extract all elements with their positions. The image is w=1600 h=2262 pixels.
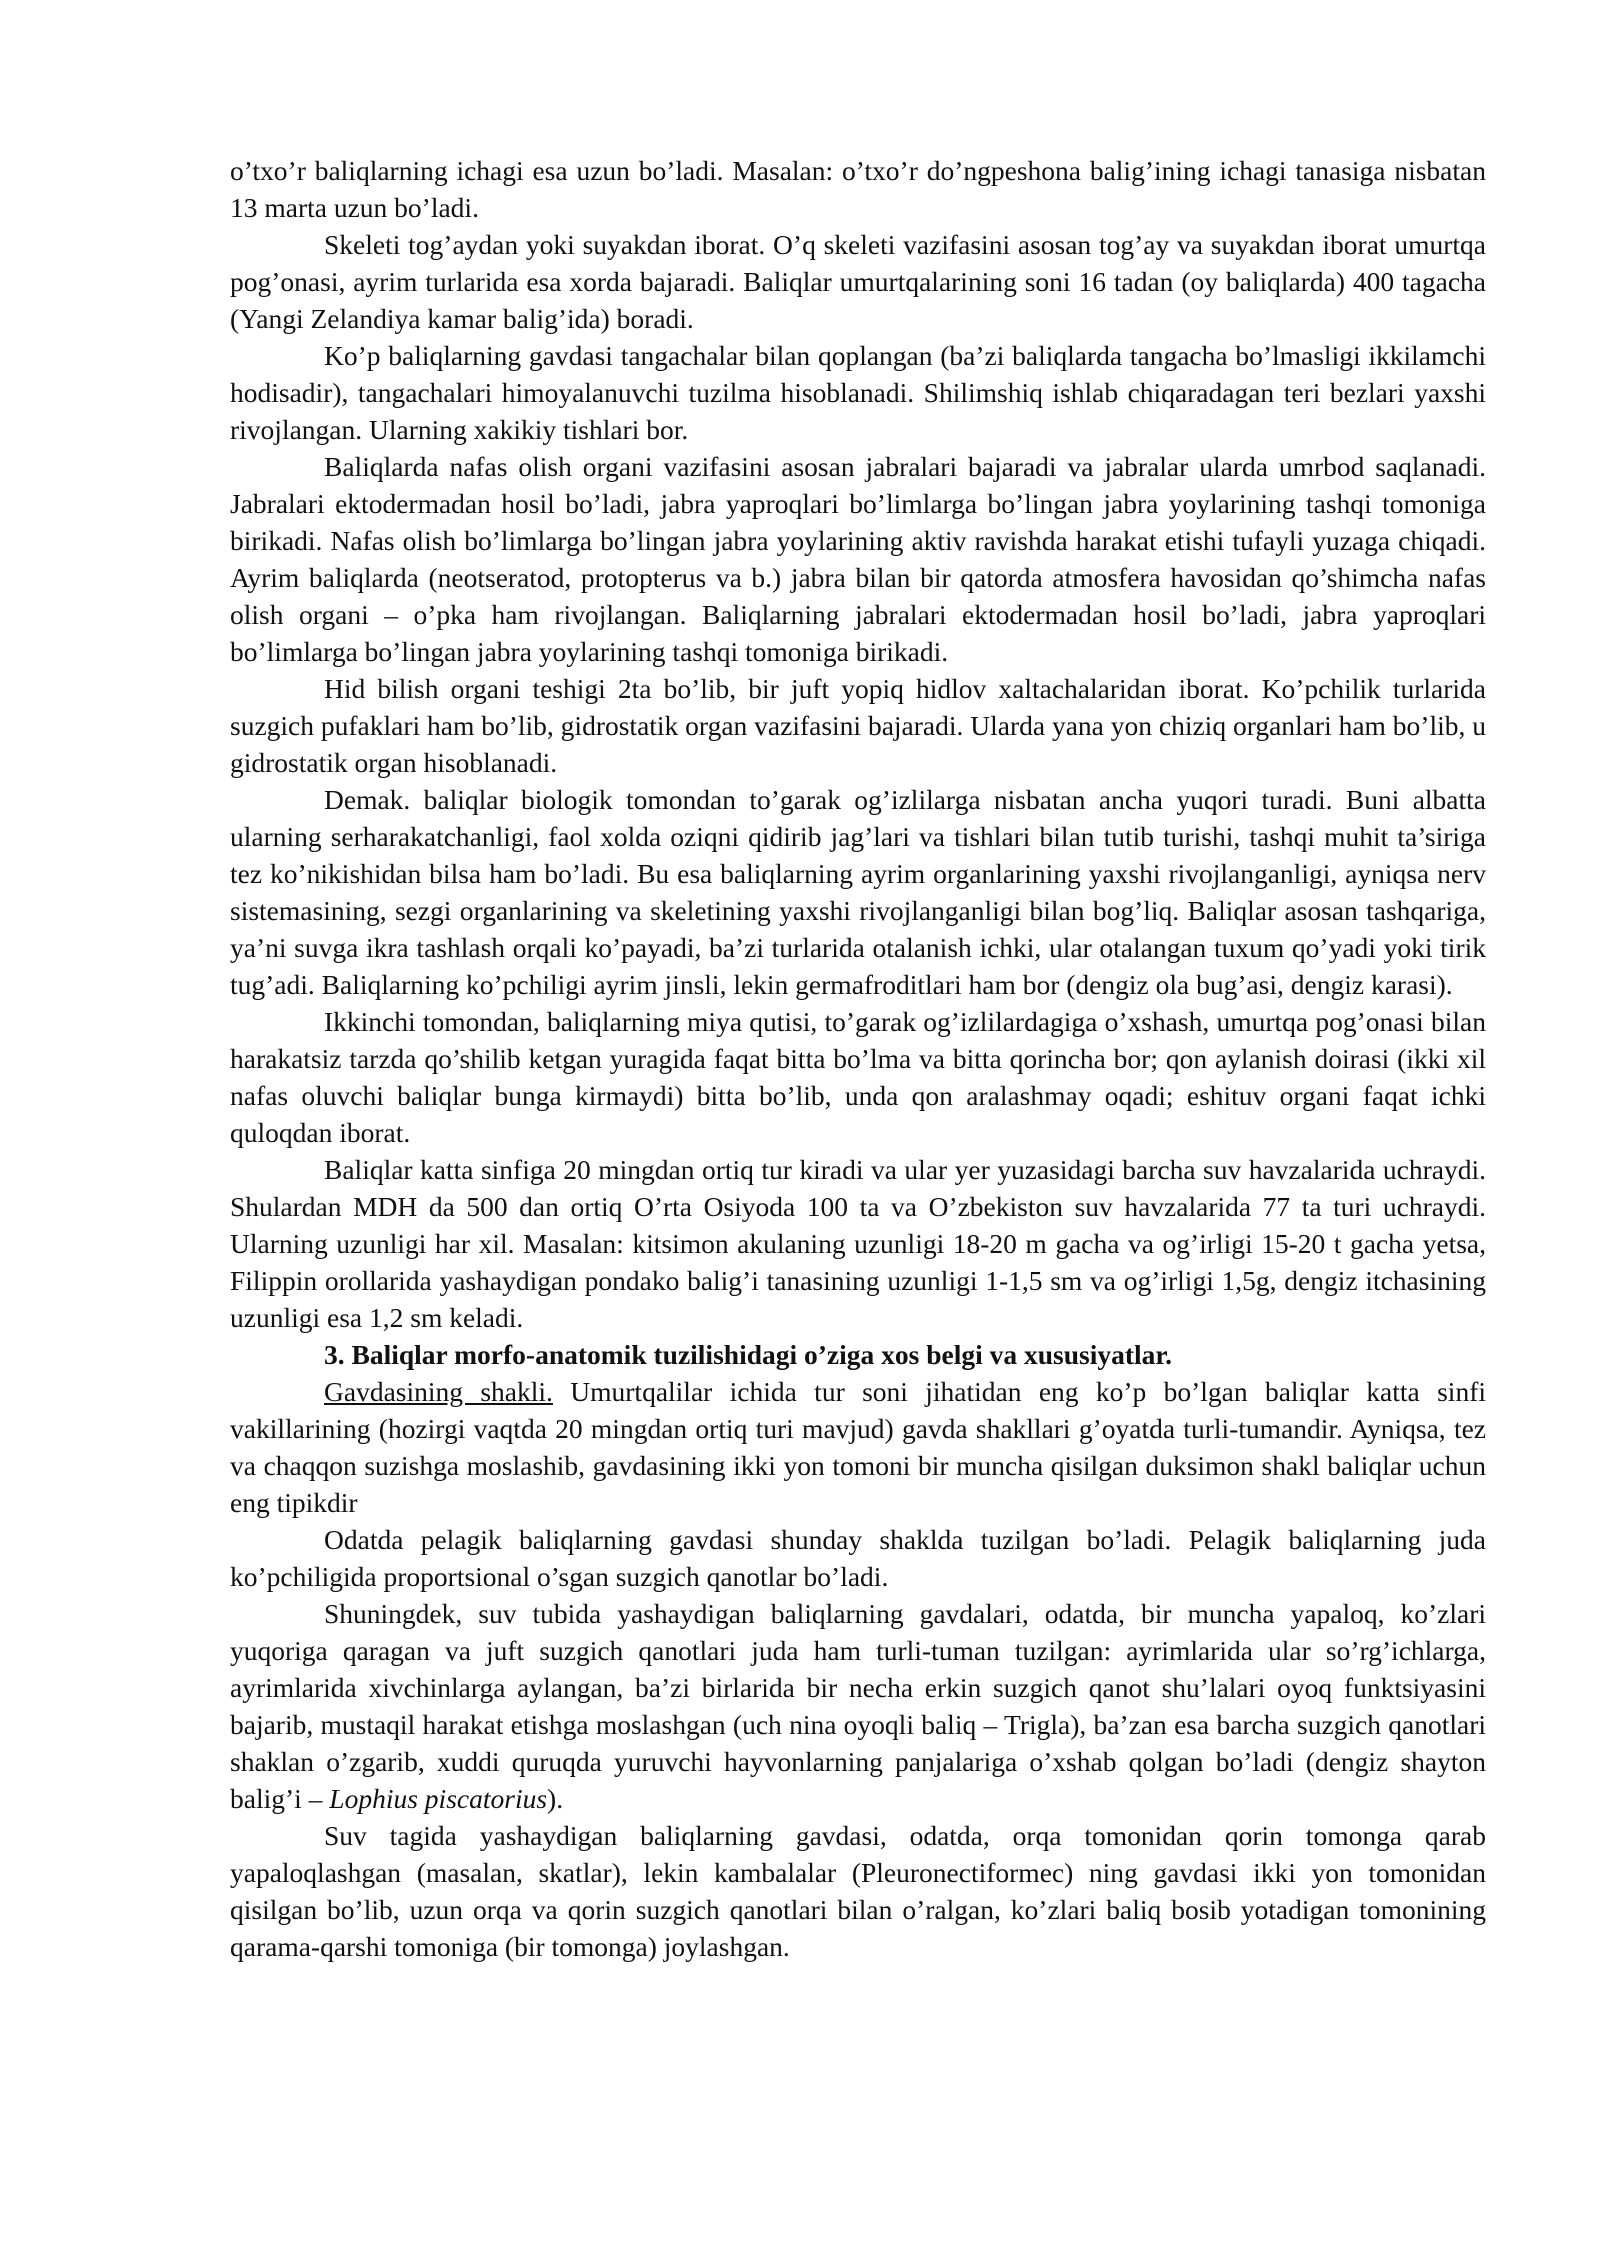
paragraph: Demak. baliqlar biologik tomondan to’garak og’izlilarga nisbatan ancha yuqori turadi. Buni albatta ularning serharakatchanligi, faol xolda oziqni qidirib jag’lari va tishlari bilan tutib turishi, tashqi muhit ta’siriga tez ko’nikishidan bilsa ham bo’ladi. Bu esa baliqlarning ayrim organlarining yaxshi rivojlanganligi, ayniqsa nerv sistemasining, sezgi organlarining va skeletining yaxshi rivojlanganligi bilan bog’liq. Baliqlar asosan tashqariga, ya’ni suvga ikra tashlash orqali ko’payadi, ba’zi turlarida otalanish ichki, ular otalangan tuxum qo’yadi yoki tirik tug’adi. Baliqlarning ko’pchiligi ayrim jinsli, lekin germafroditlari ham bor (dengiz ola bug’asi, dengiz karasi). [230,784,1486,1000]
paragraph: Suv tagida yashaydigan baliqlarning gavdasi, odatda, orqa tomonidan qorin tomonga qarab yapaloqlashgan (masalan, skatlar), lekin kambalalar (Pleuronectiformec) ning gavdasi ikki yon tomonidan qisilgan bo’lib, uzun orqa va qorin suzgich qanotlari bilan o’ralgan, ko’zlari baliq bosib yotadigan tomonining qarama-qarshi tomoniga (bir tomonga) joylashgan. [230,1820,1486,1962]
paragraph-text: Shuningdek, suv tubida yashaydigan baliqlarning gavdalari, odatda, bir muncha yapaloq, ko’zlari yuqoriga qaragan va juft suzgich qanotlari juda ham turli-tuman tuzilgan: ayrimlarida ular so’rg’ichlarga, ayrimlarida xivchinlarga aylangan, ba’zi birlarida bir necha erkin suzgich qanot shu’lalari oyoq funktsiyasini bajarib, mustaqil harakat etishga moslashgan (uch nina oyoqli baliq – Trigla), ba’zan esa barcha suzgich qanotlari shaklan o’zgarib, xuddi quruqda yuruvchi hayvonlarning panjalariga o’xshab qolgan bo’ladi (dengiz shayton balig’i – [230,1598,1486,1814]
paragraph: Ikkinchi tomondan, baliqlarning miya qutisi, to’garak og’izlilardagiga o’xshash, umurtqa pog’onasi bilan harakatsiz tarzda qo’shilib ketgan yuragida faqat bitta bo’lma va bitta qorincha bor; qon aylanish doirasi (ikki xil nafas oluvchi baliqlar bunga kirmaydi) bitta bo’lib, unda qon aralashmay oqadi; eshituv organi faqat ichki quloqdan iborat. [230,1006,1486,1148]
paragraph-tail: ). [547,1783,564,1814]
latin-name: Lophius piscatorius [329,1783,548,1814]
underlined-lead: Gavdasining shakli. [324,1376,553,1407]
paragraph: Baliqlar katta sinfiga 20 mingdan ortiq tur kiradi va ular yer yuzasidagi barcha suv havzalarida uchraydi. Shulardan MDH da 500 dan ortiq O’rta Osiyoda 100 ta va O’zbekiston suv havzalarida 77 ta turi uchraydi. Ularning uzunligi har xil. Masalan: kitsimon akulaning uzunligi 18-20 m gacha va og’irligi 15-20 t gacha yetsa, Filippin orollarida yashaydigan pondako balig’i tanasining uzunligi 1-1,5 sm va og’irligi 1,5g, dengiz itchasining uzunligi esa 1,2 sm keladi. [230,1154,1486,1333]
paragraph-text: Umurtqalilar ichida tur soni jihatidan eng ko’p bo’lgan baliqlar katta sinfi vakillarining (hozirgi vaqtda 20 mingdan ortiq turi mavjud) gavda shakllari g’oyatda turli-tumandir. Ayniqsa, tez va chaqqon suzishga moslashib, gavdasining ikki yon tomoni bir muncha qisilgan duksimon shakl baliqlar uchun eng tipikdir [230,1376,1486,1518]
paragraph: Ko’p baliqlarning gavdasi tangachalar bilan qoplangan (ba’zi baliqlarda tangacha bo’lmasligi ikkilamchi hodisadir), tangachalari himoyalanuvchi tuzilma hisoblanadi. Shilimshiq ishlab chiqaradagan teri bezlari yaxshi rivojlangan. Ularning xakikiy tishlari bor. [230,340,1486,445]
paragraph: o’txo’r baliqlarning ichagi esa uzun bo’ladi. Masalan: o’txo’r do’ngpeshona balig’ining ichagi tanasiga nisbatan 13 marta uzun bo’ladi. [230,155,1486,223]
body-text [230,152,1486,1965]
paragraph [230,1595,1486,1817]
paragraph [230,1373,1486,1521]
section-heading: 3. Baliqlar morfo-anatomik tuzilishidagi o’ziga xos belgi va xususiyatlar. [324,1339,1172,1370]
paragraph: Skeleti tog’aydan yoki suyakdan iborat. O’q skeleti vazifasini asosan tog’ay va suyakdan iborat umurtqa pog’onasi, ayrim turlarida esa xorda bajaradi. Baliqlar umurtqalarining soni 16 tadan (oy baliqlarda) 400 tagacha (Yangi Zelandiya kamar balig’ida) boradi. [230,229,1486,334]
paragraph: Hid bilish organi teshigi 2ta bo’lib, bir juft yopiq hidlov xaltachalaridan iborat. Ko’pchilik turlarida suzgich pufaklari ham bo’lib, gidrostatik organ vazifasini bajaradi. Ularda yana yon chiziq organlari ham bo’lib, u gidrostatik organ hisoblanadi. [230,673,1486,778]
paragraph: Baliqlarda nafas olish organi vazifasini asosan jabralari bajaradi va jabralar ularda umrbod saqlanadi. Jabralari ektodermadan hosil bo’ladi, jabra yaproqlari bo’limlarga bo’lingan jabra yoylarining tashqi tomoniga birikadi. Nafas olish bo’limlarga bo’lingan jabra yoylarining aktiv ravishda harakat etishi tufayli yuzaga chiqadi. Ayrim baliqlarda (neotseratod, protopterus va b.) jabra bilan bir qatorda atmosfera havosidan qo’shimcha nafas olish organi – o’pka ham rivojlangan. Baliqlarning jabralari ektodermadan hosil bo’ladi, jabra yaproqlari bo’limlarga bo’lingan jabra yoylarining tashqi tomoniga birikadi. [230,451,1486,667]
paragraph: Odatda pelagik baliqlarning gavdasi shunday shaklda tuzilgan bo’ladi. Pelagik baliqlarning juda ko’pchiligida proportsional o’sgan suzgich qanotlar bo’ladi. [230,1524,1486,1592]
